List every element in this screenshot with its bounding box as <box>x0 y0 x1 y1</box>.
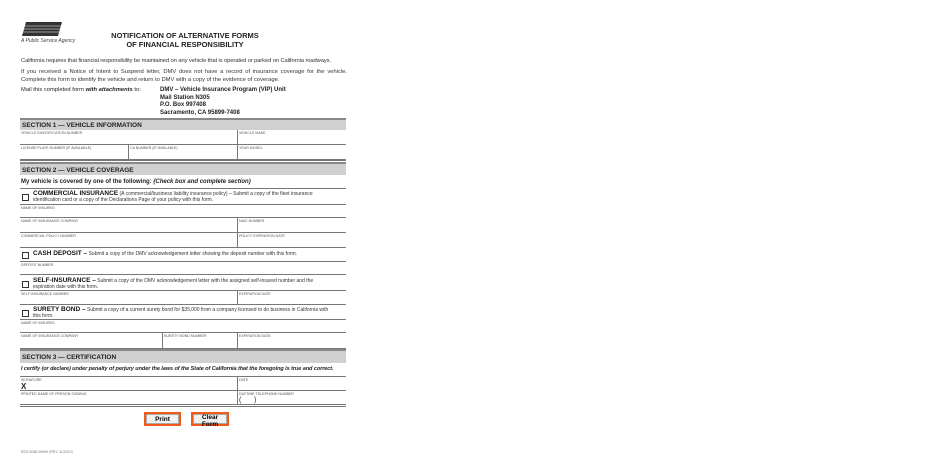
commercial-policy-field[interactable]: COMMERCIAL POLICY NUMBER <box>21 234 76 238</box>
vehicle-make-field[interactable]: VEHICLE MAKE <box>239 131 266 135</box>
print-button[interactable]: Print <box>144 412 181 426</box>
ca-number-field[interactable]: CA NUMBER (IF AVAILABLE) <box>130 146 178 150</box>
name-insured-row <box>20 204 346 218</box>
address-line: Sacramento, CA 95899-7408 <box>160 109 240 116</box>
surety-bond-number-field[interactable]: SURETY BOND NUMBER <box>164 334 207 338</box>
form-title <box>100 31 270 49</box>
instruction-text: My vehicle is covered by one of the following: <box>21 179 154 185</box>
surety-company-row <box>20 333 346 349</box>
intro-paragraph-2: If you received a Notice of Intent to Suspend letter, DMV does not have a record of insurance coverage for the vehicle. Complete this form to identify the vehicle and return to DMV with a copy of the evidence of coverage. <box>21 69 347 83</box>
self-insurance-checkbox[interactable] <box>22 281 29 288</box>
option-text: (A commercial/business liability insurance policy) – Submit a copy of the fleet insurance identification card or a copy of the Declarations Page of your policy with this form. <box>33 191 313 203</box>
option-text: Submit a copy of the DMV acknowledgement letter with the assigned self-insured number and the expiration date with this form. <box>33 278 314 290</box>
phone-open-paren: ( <box>239 397 242 404</box>
phone-close-paren: ) <box>254 397 257 404</box>
signature-x-mark: X <box>21 382 27 391</box>
title-line-2: OF FINANCIAL RESPONSIBILITY <box>126 40 244 49</box>
instruction-italic: (Check box and complete section) <box>153 179 251 185</box>
surety-insured-row <box>20 319 346 333</box>
tagline: A Public Service Agency <box>21 38 76 44</box>
mail-bold: with attachments <box>85 87 133 93</box>
surety-expiration-field[interactable]: EXPIRATION DATE <box>239 334 271 338</box>
printed-name-field[interactable]: PRINTED NAME OF PERSON SIGNING <box>21 392 87 396</box>
signature-row <box>20 376 346 391</box>
self-insurance-row <box>20 290 346 305</box>
plate-row <box>20 145 346 161</box>
mail-suffix: to: <box>132 87 141 93</box>
surety-company-field[interactable]: NAME OF INSURANCE COMPANY <box>21 334 79 338</box>
name-of-insured-field[interactable]: NAME OF INSURED <box>21 206 55 210</box>
vin-field[interactable]: VEHICLE IDENTIFICATION NUMBER <box>21 131 83 135</box>
deposit-number-field[interactable]: DEPOSIT NUMBER <box>21 263 54 267</box>
divider <box>237 145 238 159</box>
deposit-row <box>20 261 346 275</box>
divider <box>237 233 238 247</box>
divider <box>237 377 238 390</box>
divider <box>237 218 238 232</box>
telephone-field[interactable]: DAYTIME TELEPHONE NUMBER <box>239 392 294 396</box>
divider <box>162 333 163 348</box>
self-expiration-field[interactable]: EXPIRATION DATE <box>239 292 271 296</box>
clear-form-button[interactable]: Clear Form <box>191 412 229 426</box>
option-label: SURETY BOND – <box>33 306 86 313</box>
section-3-header: SECTION 3 — CERTIFICATION <box>20 349 346 363</box>
option-text: Submit a copy of the DMV acknowledgement letter showing the deposit number with this form. <box>87 251 298 257</box>
policy-row <box>20 233 346 248</box>
year-model-field[interactable]: YEAR MODEL <box>239 146 263 150</box>
printed-name-row <box>20 391 346 407</box>
address-line: Mail Station N305 <box>160 94 210 101</box>
divider <box>128 145 129 159</box>
dmv-logo <box>22 20 64 38</box>
commercial-insurance-checkbox[interactable] <box>22 194 29 201</box>
address-line: P.O. Box 997408 <box>160 102 206 108</box>
self-insurance-option <box>33 278 333 290</box>
divider <box>20 188 346 189</box>
option-label: CASH DEPOSIT – <box>33 250 88 257</box>
divider <box>237 130 238 144</box>
section-1-header: SECTION 1 — VEHICLE INFORMATION <box>20 118 346 130</box>
self-insurance-number-field[interactable]: SELF INSURANCE NUMBER <box>21 292 69 296</box>
surety-name-of-insured-field[interactable]: NAME OF INSURED <box>21 321 55 325</box>
form-number: REG 5085 WWW (REV. 11/2010) <box>21 450 73 454</box>
naic-number-field[interactable]: NAIC NUMBER <box>239 219 265 223</box>
commercial-insurance-option <box>33 191 333 203</box>
title-line-1: NOTIFICATION OF ALTERNATIVE FORMS <box>111 31 259 40</box>
cash-deposit-checkbox[interactable] <box>22 252 29 259</box>
intro-paragraph-1: California requires that financial responsibility be maintained on any vehicle that is operated or parked on California roadways. <box>21 58 331 64</box>
vin-row <box>20 130 346 145</box>
mail-prefix: Mail this completed form <box>21 87 86 93</box>
cash-deposit-option <box>33 251 333 257</box>
date-field[interactable]: DATE <box>239 378 249 382</box>
mailing-address <box>160 87 286 117</box>
divider <box>237 333 238 348</box>
surety-bond-checkbox[interactable] <box>22 310 29 317</box>
signature-field[interactable]: SIGNATURE <box>21 378 42 382</box>
divider <box>237 391 238 404</box>
divider <box>237 291 238 304</box>
option-text: Submit a copy of a current surety bond for $35,000 from a company licensed to do business in California with this form. <box>33 307 329 319</box>
certification-statement: I certify (or declare) under penalty of perjury under the laws of the State of California that the foregoing is true and correct. <box>21 366 334 372</box>
mail-instruction <box>21 87 141 95</box>
section-2-header: SECTION 2 — VEHICLE COVERAGE <box>20 162 346 175</box>
company-row <box>20 218 346 233</box>
policy-expiration-field[interactable]: POLICY EXPIRATION DATE <box>239 234 285 238</box>
surety-bond-option <box>33 307 333 319</box>
insurance-company-field[interactable]: NAME OF INSURANCE COMPANY <box>21 219 79 223</box>
address-line: DMV – Vehicle Insurance Program (VIP) Unit <box>160 87 286 93</box>
coverage-instruction <box>21 179 251 186</box>
option-label: SELF-INSURANCE – <box>33 277 96 284</box>
license-plate-field[interactable]: LICENSE PLATE NUMBER (IF AVAILABLE) <box>21 146 92 150</box>
option-label: COMMERCIAL INSURANCE <box>33 190 119 197</box>
